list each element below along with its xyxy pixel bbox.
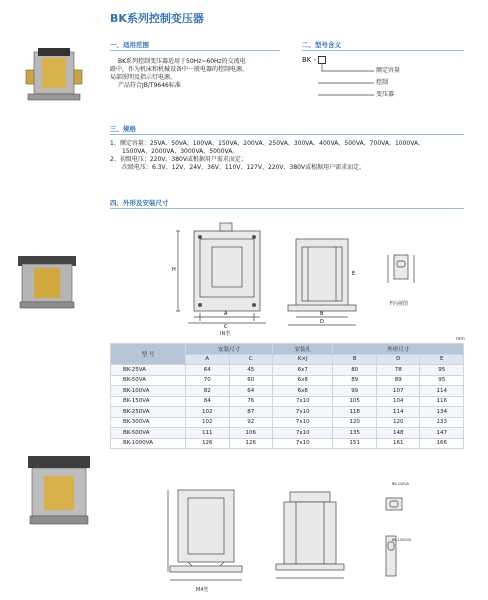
spec-line-2: 1500VA、2000VA、3000VA、5000VA。: [122, 148, 239, 155]
cell-value: 102: [186, 407, 230, 418]
cell-value: 60: [229, 375, 273, 386]
cell-value: 151: [333, 438, 377, 449]
dimension-table: [110, 343, 464, 449]
header-outline-size: 外形尺寸: [333, 344, 464, 355]
cell-value: 64: [229, 386, 273, 397]
subheader-c: C: [229, 354, 273, 365]
cell-value: 166: [420, 438, 464, 449]
cell-value: 87: [229, 407, 273, 418]
cell-value: 95: [420, 375, 464, 386]
cell-value: 133: [420, 417, 464, 428]
cell-value: 7x10: [273, 417, 333, 428]
table-row: [111, 407, 464, 418]
cell-value: 135: [333, 428, 377, 439]
cell-model: BK-250VA: [111, 407, 186, 418]
dims-heading: 四、外形及安装尺寸: [110, 199, 169, 207]
cell-value: 120: [333, 417, 377, 428]
subheader-a: A: [186, 354, 230, 365]
cell-value: 126: [186, 438, 230, 449]
cell-value: 134: [420, 407, 464, 418]
cell-value: 6x7: [273, 365, 333, 376]
cell-value: 120: [376, 417, 420, 428]
cell-value: 105: [333, 396, 377, 407]
scope-divider: [110, 50, 280, 51]
cell-value: 7x10: [273, 396, 333, 407]
bottom-note-bottom: BK-1000VA: [392, 538, 412, 542]
table-unit: mm: [456, 337, 465, 342]
table-row: [111, 375, 464, 386]
side-outline-drawing: [282, 225, 362, 329]
subheader-d: D: [376, 354, 420, 365]
cell-value: 111: [186, 428, 230, 439]
cell-value: 102: [186, 417, 230, 428]
transformer-photo-2: [12, 250, 82, 312]
cell-value: 76: [229, 396, 273, 407]
type-caption: IN型: [220, 331, 231, 337]
cell-model: BK-1000VA: [111, 438, 186, 449]
cell-value: 147: [420, 428, 464, 439]
model-label-capacity: 额定容量: [376, 67, 401, 74]
table-row: [111, 417, 464, 428]
table-row: [111, 365, 464, 376]
bottom-f-view-drawing: [372, 478, 442, 588]
cell-model: BK-150VA: [111, 396, 186, 407]
cell-value: 104: [376, 396, 420, 407]
cell-value: 148: [376, 428, 420, 439]
cell-value: 116: [420, 396, 464, 407]
subheader-e: E: [420, 354, 464, 365]
transformer-photo-1: [22, 42, 86, 104]
header-model: 型 号: [111, 344, 186, 365]
table-row: [111, 396, 464, 407]
cell-model: BK-100VA: [111, 386, 186, 397]
cell-value: 64: [186, 365, 230, 376]
label-h: H: [172, 267, 176, 273]
cell-model: BK-50VA: [111, 375, 186, 386]
subheader-kj: K×J: [273, 354, 333, 365]
cell-value: 99: [333, 386, 377, 397]
scope-line-4: 产品符合JB/T9646标准: [118, 82, 181, 89]
label-c: C: [224, 324, 228, 329]
page-title: BK系列控制变压器: [110, 12, 204, 25]
label-a: A: [224, 311, 228, 317]
bottom-note-top: BK-250VA: [392, 482, 409, 486]
cell-value: 89: [376, 375, 420, 386]
label-e: E: [352, 271, 356, 277]
spec-text: [110, 140, 480, 172]
cell-value: 106: [229, 428, 273, 439]
bottom-side-drawing: [268, 484, 352, 584]
subheader-b: B: [333, 354, 377, 365]
label-d: D: [320, 319, 324, 325]
header-install-size: 安装尺寸: [186, 344, 273, 355]
cell-value: 107: [376, 386, 420, 397]
cell-value: 7x10: [273, 438, 333, 449]
scope-heading: 一、适用范围: [110, 41, 149, 49]
front-outline-drawing: [166, 217, 276, 329]
table-row: [111, 428, 464, 439]
cell-value: 80: [333, 365, 377, 376]
cell-value: 78: [376, 365, 420, 376]
model-label-transformer: 变压器: [376, 91, 395, 98]
cell-value: 6x8: [273, 386, 333, 397]
model-label-control: 控制: [376, 79, 389, 86]
cell-value: 84: [186, 396, 230, 407]
spec-line-4: 次级电压：6.3V、12V、24V、36V、110V、127V、220V、380V或根据用户需求而定。: [122, 164, 366, 171]
cell-value: 89: [333, 375, 377, 386]
cell-model: BK-500VA: [111, 428, 186, 439]
cell-value: 82: [186, 386, 230, 397]
cell-value: 161: [376, 438, 420, 449]
scope-line-2: 路中，作为机床和机械设备中一般电器的控制电源，: [110, 66, 249, 73]
spec-line-3: 2、初级电压：220V、380V或根据用户需求而定；: [110, 156, 247, 163]
scope-line-1: BK系列控制变压器适用于50Hz~60Hz的交流电: [118, 58, 246, 65]
cell-value: 70: [186, 375, 230, 386]
bottom-caption-left: M4型: [196, 587, 209, 593]
f-view-caption: F向视图: [390, 301, 408, 307]
cell-value: 45: [229, 365, 273, 376]
spec-divider: [110, 134, 464, 135]
model-heading: 二、型号含义: [302, 41, 341, 49]
cell-value: 95: [420, 365, 464, 376]
cell-model: BK-300VA: [111, 417, 186, 428]
header-install-hole: 安装孔: [273, 344, 333, 355]
model-code-lines: [318, 63, 378, 103]
cell-value: 7x10: [273, 428, 333, 439]
cell-model: BK-25VA: [111, 365, 186, 376]
transformer-photo-3: [22, 452, 96, 528]
cell-value: 6x8: [273, 375, 333, 386]
model-divider: [302, 50, 464, 51]
cell-value: 118: [333, 407, 377, 418]
spec-line-1: 1、额定容量：25VA、50VA、100VA、150VA、200VA、250VA、300VA、400VA、500VA、700VA、1000VA、: [110, 140, 425, 147]
scope-line-3: 局部照明及指示灯电源。: [110, 74, 177, 81]
table-row: [111, 438, 464, 449]
bottom-front-drawing: [160, 478, 252, 588]
scope-text: [110, 58, 293, 90]
model-prefix: BK -: [302, 56, 317, 64]
cell-value: 7x10: [273, 407, 333, 418]
cell-value: 92: [229, 417, 273, 428]
cell-value: 114: [376, 407, 420, 418]
spec-heading: 三、规格: [110, 125, 136, 133]
f-view-drawing: [382, 247, 422, 297]
cell-value: 126: [229, 438, 273, 449]
cell-value: 114: [420, 386, 464, 397]
dims-divider: [110, 208, 464, 209]
table-row: [111, 386, 464, 397]
label-b: B: [320, 311, 324, 317]
